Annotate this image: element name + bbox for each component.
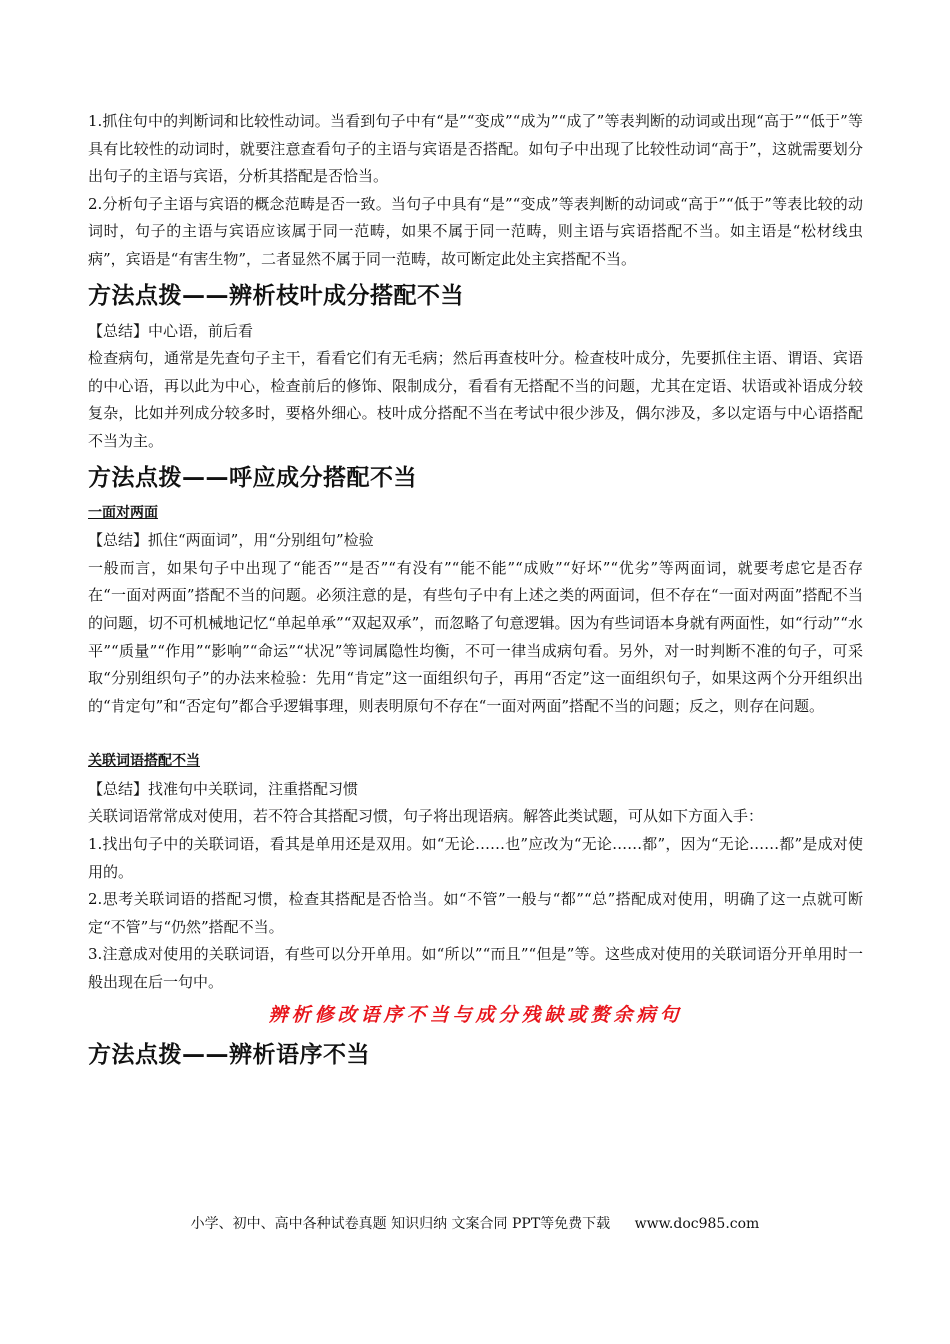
paragraph-one-vs-two: 一般而言，如果句子中出现了“能否”“是否”“有没有”“能不能”“成败”“好坏”“优劣”等两面词，就要考虑它是否存在“一面对两面”搭配不当的问题。必须注意的是，有些句子中有上述之类的两面词，但不存在“一面对两面”搭配不当的问题，切不可机械地记忆“单起单承”“双起双承”，而忽略了句意逻辑。因为有些词语本身就有两面性，如“行动”“水平”“质量”“作用”“影响”“命运”“状况”等词属隐性均衡，不可一律当成病句看。另外，对一时判断不准的句子，可采取“分别组织句子”的办法来检验：先用“肯定”这一面组织句子，再用“否定”这一面组织句子，如果这两个分开组织出的“肯定句”和“否定句”都合乎逻辑事理，则表明原句不存在“一面对两面”搭配不当的问题；反之，则存在问题。 <box>88 558 863 715</box>
paragraph-judgment-words: 1.抓住句中的判断词和比较性动词。当看到句子中有“是”“变成”“成为”“成了”等表判断的动词或出现“高于”“低于”等具有比较性的动词时，就要注意查看句子的主语与宾语是否搭配。如句子中出现了比较性动词“高于”，这就需要划分出句子的主语与宾语，分析其搭配是否恰当。 <box>88 112 863 186</box>
summary-one-vs-two: 【总结】抓住“两面词”，用“分别组句”检验 <box>88 531 374 550</box>
paragraph-conjunctions-intro: 关联词语常常成对使用，若不符合其搭配习惯，句子将出现语病。解答此类试题，可从如下方面入手： <box>88 807 764 826</box>
list-item-conjunctions-1: 1.找出句子中的关联词语，看其是单用还是双用。如“无论……也”应改为“无论……都”，因为“无论……都”是成对使用的。 <box>88 835 863 881</box>
paragraph-concept-category: 2.分析句子主语与宾语的概念范畴是否一致。当句子中具有“是”“变成”等表判断的动词或“高于”“低于”等表比较的动词时，句子的主语与宾语应该属于同一范畴，如果不属于同一范畴，则主语与宾语搭配不当。如主语是“松材线虫病”，宾语是“有害生物”，二者显然不属于同一范畴，故可断定此处主宾搭配不当。 <box>88 194 863 268</box>
subheading-conjunctions: 关联词语搭配不当 <box>88 753 200 770</box>
document-page <box>88 108 863 1077</box>
page-footer <box>0 1213 950 1233</box>
heading-echo-collocation: 方法点拨——呼应成分搭配不当 <box>88 464 417 491</box>
heading-word-order: 方法点拨——辨析语序不当 <box>88 1041 370 1068</box>
summary-branch: 【总结】中心语，前后看 <box>88 321 254 340</box>
heading-branch-collocation: 方法点拨——辨析枝叶成分搭配不当 <box>88 282 464 309</box>
section-title-red: 辨析修改语序不当与成分残缺或赘余病句 <box>268 1003 683 1026</box>
list-item-conjunctions-3: 3.注意成对使用的关联词语，有些可以分开单用。如“所以”“而且”“但是”等。这些成对使用的关联词语分开单用时一般出现在后一句中。 <box>88 945 863 992</box>
spacer <box>88 720 863 748</box>
summary-conjunctions: 【总结】找准句中关联词，注重搭配习惯 <box>88 779 359 798</box>
paragraph-branch: 检查病句，通常是先查句子主干，看看它们有无毛病；然后再查枝叶分。检查枝叶成分，先要抓住主语、谓语、宾语的中心语，再以此为中心，检查前后的修饰、限制成分，看看有无搭配不当的问题，尤其在定语、状语或补语成分较复杂，比如并列成分较多时，要格外细心。枝叶成分搭配不当在考试中很少涉及，偶尔涉及，多以定语与中心语搭配不当为主。 <box>88 349 863 450</box>
footer-text: 小学、初中、高中各种试卷真题 知识归纳 文案合同 PPT等免费下载 <box>190 1216 611 1232</box>
list-item-conjunctions-2: 2.思考关联词语的搭配习惯，检查其搭配是否恰当。如“不管”一般与“都”“总”搭配成对使用，明确了这一点就可断定“不管”与“仍然”搭配不当。 <box>88 890 863 936</box>
subheading-one-vs-two: 一面对两面 <box>88 504 158 521</box>
footer-url[interactable]: www.doc985.com <box>634 1216 760 1232</box>
